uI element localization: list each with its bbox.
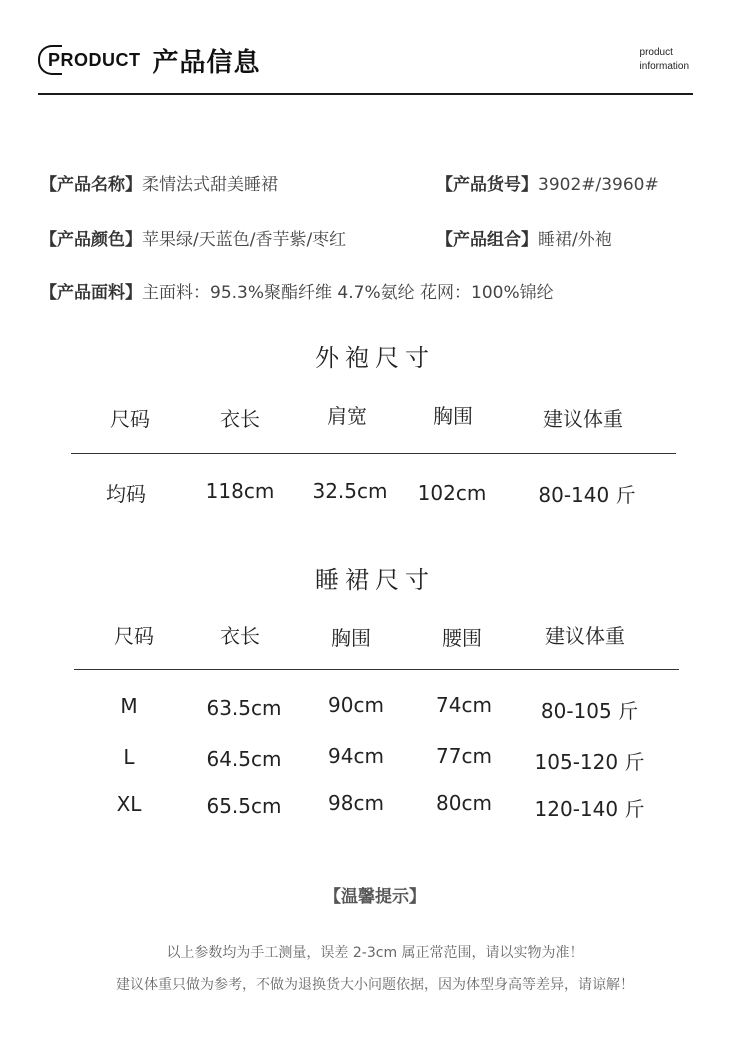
dress-row-m-waist: 74cm	[436, 693, 492, 717]
robe-cell-shoulder: 32.5cm	[312, 479, 388, 503]
info-product-fabric	[40, 278, 554, 303]
info-product-name	[40, 170, 278, 195]
page-header	[38, 36, 693, 96]
robe-header-length: 衣长	[220, 407, 260, 431]
dress-row-xl-length: 65.5cm	[206, 794, 282, 818]
dress-row-xl-bust: 98cm	[328, 791, 384, 815]
product-color-label: 【产品颜色】	[40, 230, 142, 250]
info-product-combo	[436, 225, 612, 250]
robe-header-bust: 胸围	[433, 404, 473, 428]
brand-title	[38, 42, 261, 79]
dress-header-length: 衣长	[220, 624, 260, 648]
product-name-label: 【产品名称】	[40, 175, 142, 195]
dress-row-l-waist: 77cm	[436, 744, 492, 768]
robe-header-size: 尺码	[110, 407, 150, 431]
dress-header-waist: 腰围	[442, 626, 482, 650]
dress-row-l-size: L	[123, 745, 135, 769]
product-name-value: 柔情法式甜美睡裙	[142, 175, 278, 195]
dress-header-bust: 胸围	[331, 626, 371, 650]
robe-header-weight: 建议体重	[543, 407, 623, 431]
dress-row-m-size: M	[120, 694, 138, 718]
header-side-note	[640, 46, 689, 74]
brand-cn-label: 产品信息	[152, 48, 261, 78]
tip-line-2: 建议体重只做为参考，不做为退换货大小问题依据，因为体型身高等差异，请谅解！	[116, 977, 634, 993]
brand-en-label: PRODUCT	[38, 50, 141, 71]
dress-header-size: 尺码	[114, 624, 154, 648]
dress-row-l-length: 64.5cm	[206, 747, 282, 771]
dress-header-weight: 建议体重	[545, 624, 625, 648]
dress-row-l-weight: 105-120 斤	[534, 750, 645, 774]
robe-cell-length: 118cm	[205, 479, 275, 503]
product-combo-value: 睡裙/外袍	[538, 230, 612, 250]
tip-line-1: 以上参数均为手工测量，误差 2-3cm 属正常范围，请以实物为准！	[166, 945, 584, 961]
dress-row-xl-waist: 80cm	[436, 791, 492, 815]
robe-cell-size: 均码	[106, 482, 146, 506]
robe-header-shoulder: 肩宽	[327, 404, 367, 428]
dress-row-m-length: 63.5cm	[206, 696, 282, 720]
side-note-line1: product	[639, 47, 673, 58]
header-divider	[38, 93, 693, 95]
robe-cell-weight: 80-140 斤	[538, 483, 636, 507]
dress-table-divider	[74, 669, 679, 670]
tip-title: 【温馨提示】	[324, 887, 426, 907]
robe-cell-bust: 102cm	[417, 481, 487, 505]
dress-row-l-bust: 94cm	[328, 744, 384, 768]
side-note-line2: information	[639, 61, 689, 72]
robe-size-title: 外袍尺寸	[315, 344, 435, 372]
product-fabric-label: 【产品面料】	[40, 283, 142, 303]
product-sku-label: 【产品货号】	[436, 175, 538, 195]
dress-row-m-weight: 80-105 斤	[540, 699, 639, 723]
product-sku-value: 3902#/3960#	[538, 175, 659, 195]
dress-size-title: 睡裙尺寸	[315, 566, 435, 594]
info-product-color	[40, 225, 346, 250]
dress-row-xl-size: XL	[116, 792, 142, 816]
product-fabric-value: 主面料：95.3%聚酯纤维 4.7%氨纶 花网：100%锦纶	[142, 283, 554, 303]
product-combo-label: 【产品组合】	[436, 230, 538, 250]
dress-row-m-bust: 90cm	[328, 693, 384, 717]
dress-row-xl-weight: 120-140 斤	[534, 797, 645, 821]
robe-table-divider	[71, 453, 676, 454]
product-color-value: 苹果绿/天蓝色/香芋紫/枣红	[142, 230, 347, 250]
info-product-sku	[436, 170, 659, 195]
